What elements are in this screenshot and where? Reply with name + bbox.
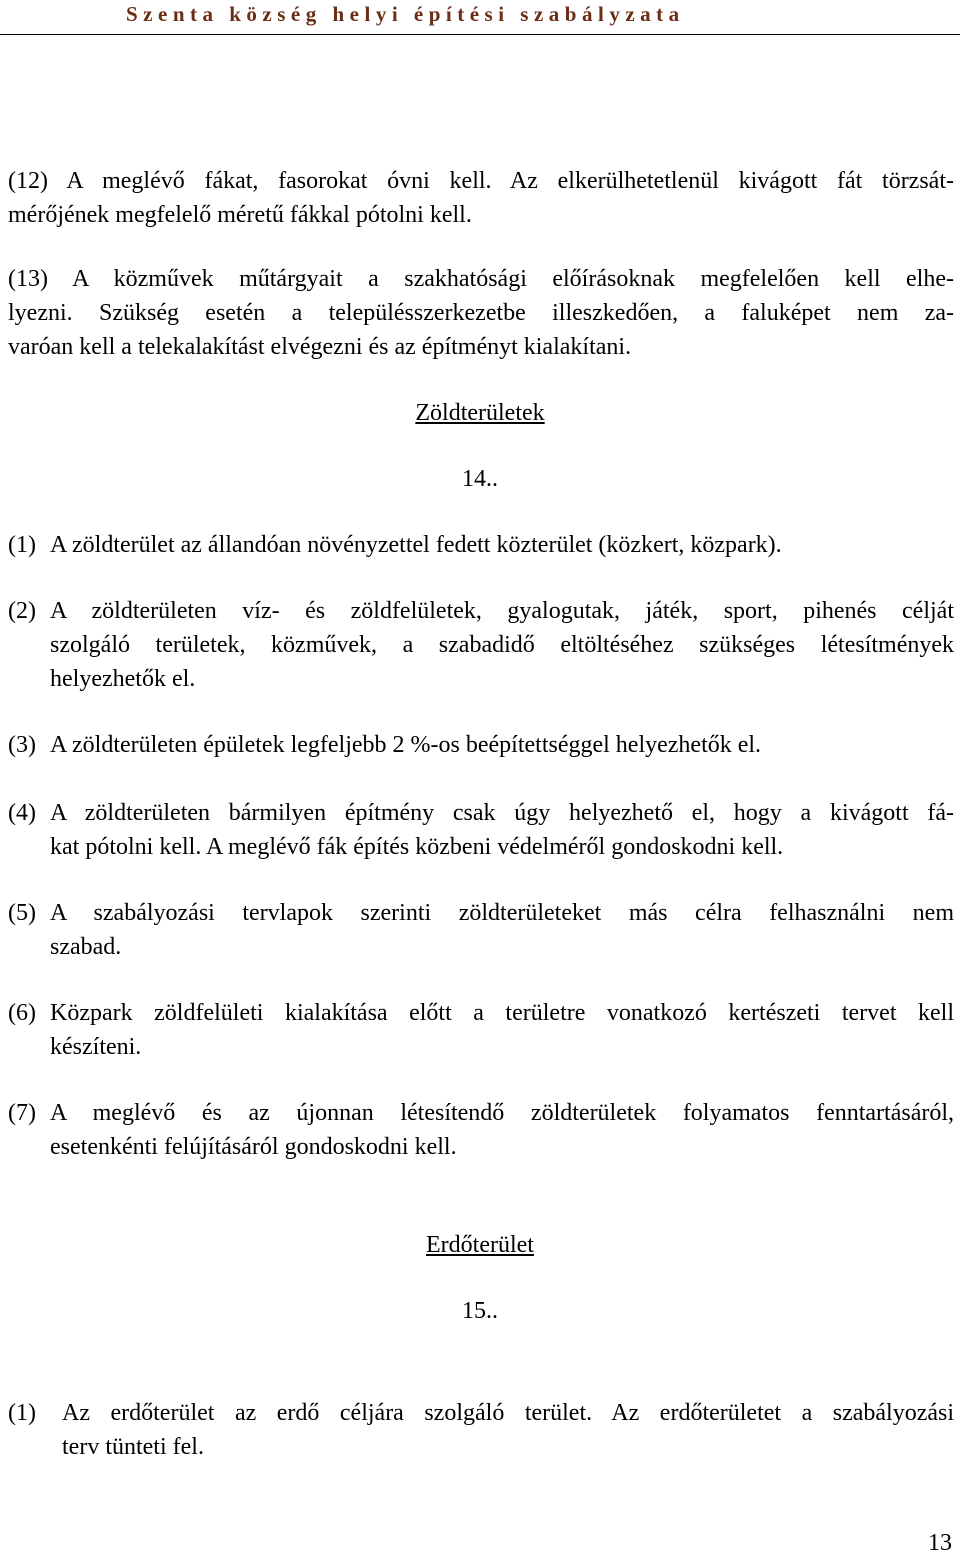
header-divider xyxy=(0,34,960,35)
section-14-title: Zöldterületek xyxy=(415,400,545,426)
s14-p3-number: (3) xyxy=(8,732,36,758)
s14-p2-number: (2) xyxy=(8,598,36,624)
s14-p7-line-1: A meglévő és az újonnan létesítendő zöldterületek folyamatos fenntartásáról, xyxy=(50,1100,954,1126)
s14-p6-number: (6) xyxy=(8,1000,36,1026)
section-15-number: 15.. xyxy=(462,1298,498,1324)
section-14-number: 14.. xyxy=(462,466,498,492)
s14-p7-number: (7) xyxy=(8,1100,36,1126)
paragraph-13-line-3: varóan kell a telekalakítást elvégezni és az építményt kialakítani. xyxy=(8,334,632,360)
section-15-title-wrap xyxy=(0,1228,960,1262)
s15-p1-line-1: Az erdőterület az erdő céljára szolgáló terület. Az erdőterületet a szabályozási xyxy=(62,1400,954,1426)
s15-p1-line-2: terv tünteti fel. xyxy=(62,1434,204,1460)
s14-p5-line-2: szabad. xyxy=(50,934,122,960)
page-number: 13 xyxy=(928,1530,952,1556)
s14-p4-number: (4) xyxy=(8,800,36,826)
s14-p3-line-1: A zöldterületen épületek legfeljebb 2 %-os beépítettséggel helyezhetők el. xyxy=(50,732,762,758)
s14-p7-line-2: esetenkénti felújításáról gondoskodni kell. xyxy=(50,1134,457,1160)
s14-p1-number: (1) xyxy=(8,532,36,558)
s14-p6-line-2: készíteni. xyxy=(50,1034,142,1060)
section-15-title: Erdőterület xyxy=(426,1232,534,1258)
s14-p2-line-1: A zöldterületen víz- és zöldfelületek, gyalogutak, játék, sport, pihenés célját xyxy=(50,598,954,624)
s14-p2-line-3: helyezhetők el. xyxy=(50,666,196,692)
s14-p2-line-2: szolgáló területek, közművek, a szabadidő eltöltéséhez szükséges létesítmények xyxy=(50,632,954,658)
s14-p1-line-1: A zöldterület az állandóan növényzettel fedett közterület (közkert, közpark). xyxy=(50,532,782,558)
s14-p4-line-1: A zöldterületen bármilyen építmény csak úgy helyezhető el, hogy a kivágott fá- xyxy=(50,800,954,826)
paragraph-12-line-2: mérőjének megfelelő méretű fákkal pótolni kell. xyxy=(8,202,472,228)
s14-p5-number: (5) xyxy=(8,900,36,926)
s14-p5-line-1: A szabályozási tervlapok szerinti zöldterületeket más célra felhasználni nem xyxy=(50,900,954,926)
running-header xyxy=(0,0,960,36)
paragraph-13-line-2: lyezni. Szükség esetén a településszerkezetbe illeszkedően, a faluképet nem za- xyxy=(8,300,954,326)
section-14-title-wrap xyxy=(0,396,960,430)
paragraph-13-line-1: (13) A közművek műtárgyait a szakhatósági előírásoknak megfelelően kell elhe- xyxy=(8,266,954,292)
s14-p6-line-1: Közpark zöldfelületi kialakítása előtt a területre vonatkozó kertészeti tervet kell xyxy=(50,1000,954,1026)
document-title: Szenta község helyi építési szabályzata xyxy=(126,2,685,26)
s14-p4-line-2: kat pótolni kell. A meglévő fák építés közbeni védelméről gondoskodni kell. xyxy=(50,834,784,860)
s15-p1-number: (1) xyxy=(8,1400,36,1426)
paragraph-12-line-1: (12) A meglévő fákat, fasorokat óvni kell. Az elkerülhetetlenül kivágott fát törzsát- xyxy=(8,168,954,194)
